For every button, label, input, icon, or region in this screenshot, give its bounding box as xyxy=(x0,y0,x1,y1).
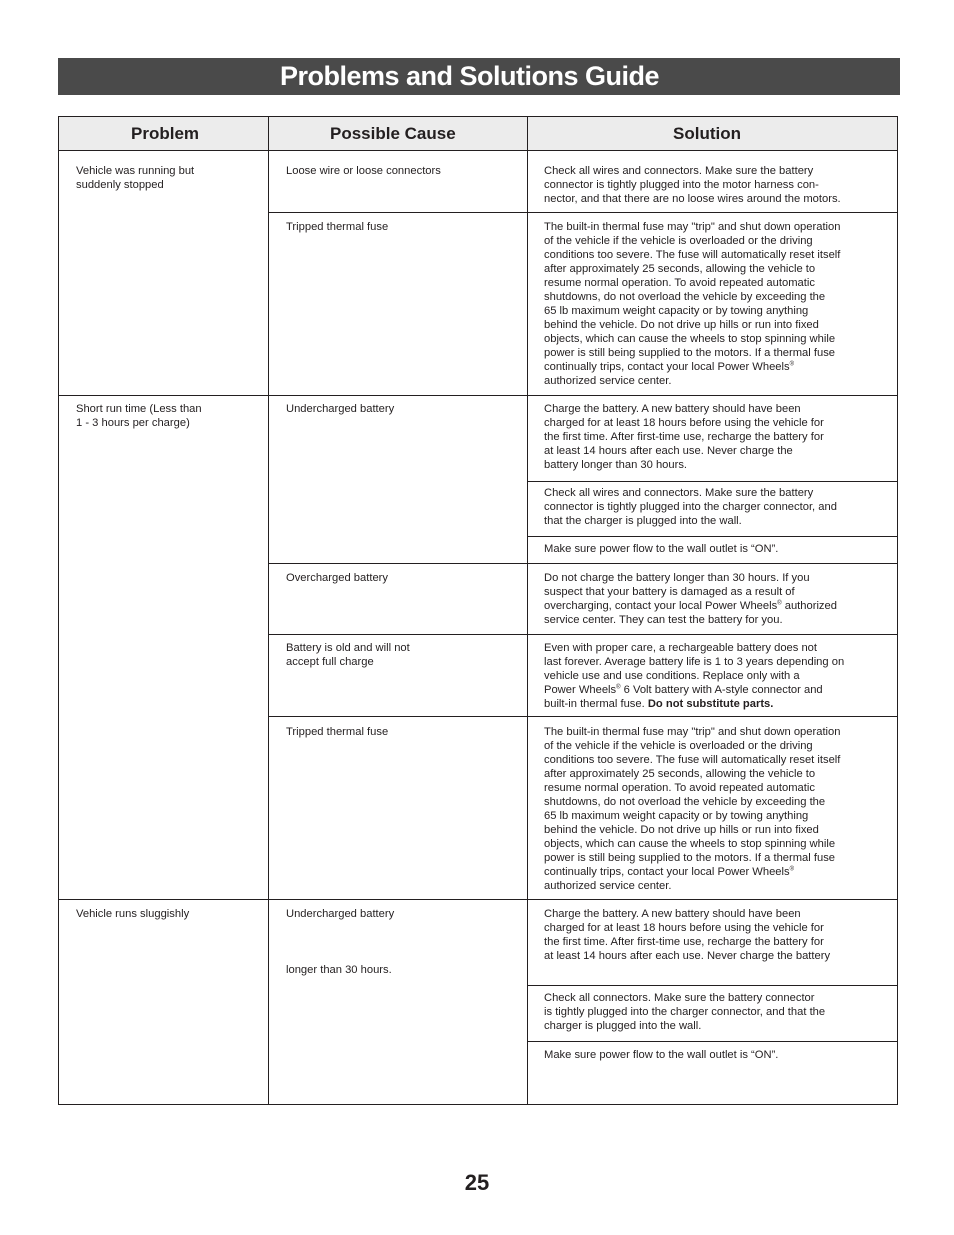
page-title: Problems and Solutions Guide xyxy=(280,61,660,91)
row-divider xyxy=(528,985,897,986)
row-divider xyxy=(269,212,897,213)
problem-cell: Vehicle runs sluggishly xyxy=(76,908,190,920)
column-divider xyxy=(527,116,528,1104)
row-divider xyxy=(59,395,897,396)
solution-cell: Check all wires and connectors. Make sure the battery connector is tightly plugged into the motor harness con- nector, and that there are no loose wires around the motors. xyxy=(544,165,841,205)
solution-cell: Charge the battery. A new battery should have been charged for at least 18 hours before using the vehicle for the first time. After first-time use, recharge the battery for at least 14 hours after each use. Never charge the battery longer than 30 hours. xyxy=(544,403,824,471)
row-divider xyxy=(59,899,897,900)
solution-cell: Do not charge the battery longer than 30 hours. If you suspect that your battery is damaged as a result of overcharging, contact your local Power Wheels® authorized service center. They can test the battery for you. xyxy=(544,572,837,626)
registered-mark: ® xyxy=(777,600,782,607)
cause-cell: longer than 30 hours. xyxy=(286,964,392,976)
cause-cell: Loose wire or loose connectors xyxy=(286,165,441,177)
table-header-row xyxy=(59,116,897,151)
cause-cell: Battery is old and will not accept full charge xyxy=(286,642,410,668)
solution-cell: Make sure power flow to the wall outlet is “ON”. xyxy=(544,1049,779,1061)
solution-cell: Charge the battery. A new battery should have been charged for at least 18 hours before using the vehicle for the first time. After first-time use, recharge the battery for at least 14 hours after each use. Never charge the battery xyxy=(544,908,831,962)
problem-cell: Short run time (Less than 1 - 3 hours per charge) xyxy=(76,403,202,429)
registered-mark: ® xyxy=(616,684,621,691)
cause-cell: Tripped thermal fuse xyxy=(286,221,389,233)
page-number: 25 xyxy=(464,1170,490,1195)
solution-cell: Make sure power flow to the wall outlet is “ON”. xyxy=(544,543,779,555)
row-divider xyxy=(269,716,897,717)
title-bar xyxy=(58,58,900,95)
problem-cell: Vehicle was running but suddenly stopped xyxy=(76,165,195,191)
registered-mark: ® xyxy=(789,361,795,368)
solution-column-header: Solution xyxy=(673,124,741,143)
warning-text: Do not substitute parts. xyxy=(647,698,774,710)
row-divider xyxy=(528,536,897,537)
cause-cell: Undercharged battery xyxy=(286,403,395,415)
solution-cell: Check all wires and connectors. Make sure the battery connector is tightly plugged into the charger connector, and that the charger is plugged into the wall. xyxy=(544,487,837,527)
solution-cell: The built-in thermal fuse may "trip" and shut down operation of the vehicle if the vehicle is overloaded or the driving conditions too severe. The fuse will automatically reset itself after approximately 25 seconds, allowing the vehicle to resume normal operation. To avoid repeated automatic shutdowns, do not overload the vehicle by exceeding the 65 lb maximum weight capacity or by towing anything behind the vehicle. Do not drive up hills or run into fixed objects, which can cause the wheels to stop spinning while power is still being supplied to the motors. If a thermal fuse continually trips, contact your local Power Wheels® authorized service center. xyxy=(544,726,841,892)
row-divider xyxy=(528,481,897,482)
row-divider xyxy=(269,634,897,635)
problems-solutions-table xyxy=(58,116,898,1105)
row-divider xyxy=(528,1041,897,1042)
row-divider xyxy=(269,563,897,564)
cause-cell: Overcharged battery xyxy=(286,572,388,584)
cause-column-header: Possible Cause xyxy=(330,124,456,143)
solution-cell: Even with proper care, a rechargeable battery does not last forever. Average battery life is 1 to 3 years depending on vehicle use and use conditions. Replace only with a Power Wheels® 6 Volt battery with A-style connector and built-in thermal fuse. Do not substitute parts. xyxy=(544,642,845,710)
registered-mark: ® xyxy=(789,866,795,873)
solution-cell: Check all connectors. Make sure the battery connector is tightly plugged into the charger connector, and that the charger is plugged into the wall. xyxy=(544,992,826,1032)
cause-cell: Undercharged battery xyxy=(286,908,395,920)
problem-column-header: Problem xyxy=(131,124,200,143)
solution-cell: The built-in thermal fuse may "trip" and shut down operation of the vehicle if the vehicle is overloaded or the driving conditions too severe. The fuse will automatically reset itself after approximately 25 seconds, allowing the vehicle to resume normal operation. To avoid repeated automatic shutdowns, do not overload the vehicle by exceeding the 65 lb maximum weight capacity or by towing anything behind the vehicle. Do not drive up hills or run into fixed objects, which can cause the wheels to stop spinning while power is still being supplied to the motors. If a thermal fuse continually trips, contact your local Power Wheels® authorized service center. xyxy=(544,221,841,387)
cause-cell: Tripped thermal fuse xyxy=(286,726,389,738)
column-divider xyxy=(268,116,269,1104)
